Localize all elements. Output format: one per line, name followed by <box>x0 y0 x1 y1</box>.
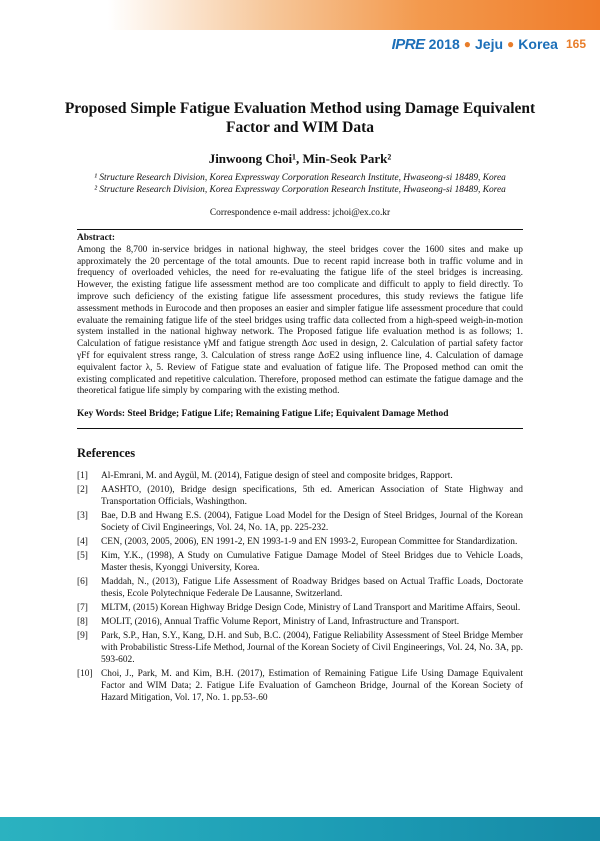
abstract-label: Abstract: <box>77 233 116 243</box>
reference-item <box>77 617 523 629</box>
conference-city: Jeju <box>475 36 504 52</box>
reference-number: [9] <box>77 631 88 642</box>
bullet-icon: ● <box>507 37 515 51</box>
paper-authors: Jinwoong Choi¹, Min-Seok Park² <box>208 151 392 166</box>
reference-text: Kim, Y.K., (1998), A Study on Cumulative Fatigue Damage Model of Steel Bridges due to Vehicle Loads, Master thesis, Kyonggi University, Korea. <box>101 551 523 574</box>
reference-number: [3] <box>77 511 88 522</box>
bullet-icon: ● <box>463 37 472 51</box>
reference-number: [10] <box>77 669 93 680</box>
page-number: 165 <box>565 37 586 51</box>
divider <box>77 428 523 429</box>
correspondence-email: Correspondence e-mail address: jchoi@ex.co.kr <box>209 208 391 218</box>
reference-text: Bae, D.B and Hwang E.S. (2004), Fatigue Load Model for the Design of Steel Bridges, Journal of the Korean Society of Civil Engineerings, Vol. 24, No. 1A, pp. 225-232. <box>101 511 523 533</box>
affiliations <box>60 172 540 196</box>
abstract <box>77 233 523 398</box>
reference-number: [7] <box>77 603 88 614</box>
reference-item <box>77 631 523 667</box>
conference-country: Korea <box>518 36 558 52</box>
reference-number: [4] <box>77 537 88 548</box>
reference-text: AASHTO, (2010), Bridge design specifications, 5th ed. American Association of State Highway and Transportation Officials, Washingthon. <box>101 485 523 507</box>
reference-text: Maddah, N., (2013), Fatigue Life Assessment of Roadway Bridges based on Actual Traffic Loads, Doctorate thesis, Ecole Polytechnique Federale De Lausanne, Switzerland. <box>101 577 523 600</box>
affiliation-2: ² Structure Research Division, Korea Expressway Corporation Research Institute, Hwaseong-si 18489, Korea <box>94 185 506 195</box>
reference-number: [8] <box>77 617 88 628</box>
reference-item <box>77 603 523 615</box>
footer-band <box>0 817 600 841</box>
reference-item <box>77 551 523 575</box>
reference-number: [6] <box>77 577 88 588</box>
reference-item <box>77 669 523 705</box>
abstract-text: Among the 8,700 in-service bridges in national highway, the steel bridges cover the 1600 sites and make up approximately the 20 percentage of the total amounts. Due to recent rapid increase both in traffic volume and in frequency of overloaded vehicles, the need for re-evaluating the fatigue life of the steel bridges is increasing. However, the existing fatigue life assessment method are too complicate and difficult to apply to field directly. To improve such deficiency of the existing fatigue life assessment procedures, this study reviews the fatigue life assessment methods in Eurocode and then proposes an easier and simpler fatigue life assessment procedure that could evaluate the remaining fatigue life of the steel bridges using traffic data collected from a high-speed weigh-in-motion system installed in the national highway network. The Proposed fatigue life evaluation method is as follows; 1. Calculation of fatigue resistance γMf and fatigue strength Δσc used in design, 2. Calculation of partial safety factor γFf for equivalent stress range, 3. Calculation of stress range ΔσE2 using influence line, 4. Calculation of damage equivalent factor λ, 5. Review of Fatigue state and evaluation of fatigue life. The Proposed method can omit the existing complicated and repetitive calculation. Therefore, proposed method can estimate the fatigue damage and the theoretical fatigue life simply by comparing with the existing method. <box>77 244 523 397</box>
header-band <box>0 0 600 30</box>
reference-item <box>77 471 523 483</box>
reference-text: CEN, (2003, 2005, 2006), EN 1991-2, EN 1993-1-9 and EN 1993-2, European Committee for Standardization. <box>101 537 518 548</box>
reference-text: MLTM, (2015) Korean Highway Bridge Design Code, Ministry of Land Transport and Maritime Affairs, Seoul. <box>101 603 521 614</box>
reference-item <box>77 511 523 535</box>
paper-title: Proposed Simple Fatigue Evaluation Method using Damage Equivalent Factor and WIM Data <box>64 100 536 136</box>
reference-text: Park, S.P., Han, S.Y., Kang, D.H. and Sub, B.C. (2004), Fatigue Reliability Assessment of Steel Bridge Member with Probabilistic Stress-Life Method, Journal of the Korean Society of Civil Engineerings, Vol. 24, No. 3A, pp. 593-602. <box>101 631 523 666</box>
references-list <box>77 471 523 707</box>
conference-logo: IPRE <box>391 35 425 53</box>
reference-number: [5] <box>77 551 88 562</box>
reference-number: [1] <box>77 471 88 481</box>
affiliation-1: ¹ Structure Research Division, Korea Expressway Corporation Research Institute, Hwaseong-si 18489, Korea <box>94 173 506 183</box>
reference-text: Al-Emrani, M. and Aygül, M. (2014), Fatigue design of steel and composite bridges, Rapport. <box>101 471 453 481</box>
reference-item <box>77 485 523 509</box>
reference-number: [2] <box>77 485 88 496</box>
conference-year: 2018 <box>428 36 460 52</box>
divider <box>77 229 523 230</box>
keywords: Key Words: Steel Bridge; Fatigue Life; Remaining Fatigue Life; Equivalent Damage Method <box>77 409 449 419</box>
reference-text: MOLIT, (2016), Annual Traffic Volume Report, Ministry of Land, Infrastructure and Transport. <box>101 617 460 628</box>
reference-item <box>77 577 523 601</box>
reference-text: Choi, J., Park, M. and Kim, B.H. (2017), Estimation of Remaining Fatigue Life Using Damage Equivalent Factor and WIM Data; 2. Fatigue Life Evaluation of Gamcheon Bridge, Journal of the Korean Society of Hazard Mitigation, Vol. 17, No. 1. pp.53-.60 <box>101 669 523 704</box>
references-heading: References <box>77 446 136 460</box>
conference-brand <box>392 34 586 54</box>
reference-item <box>77 537 523 549</box>
